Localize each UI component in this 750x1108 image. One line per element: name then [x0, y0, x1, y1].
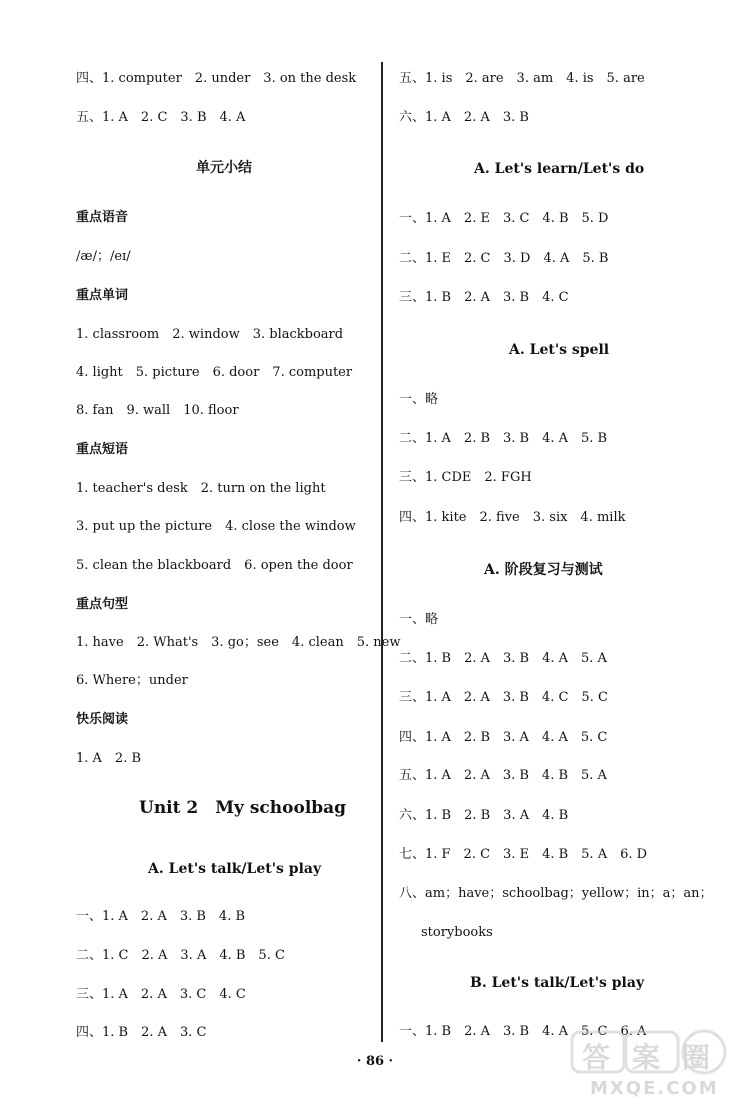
answer-line: 5. clean the blackboard 6. open the door [76, 558, 353, 573]
answer-line: 一、1. B 2. A 3. B 4. A 5. C 6. A [399, 1024, 647, 1039]
answer-line: 1. have 2. What's 3. go；see 4. clean 5. new [76, 635, 401, 650]
answer-line: 一、1. A 2. A 3. B 4. B [76, 909, 246, 924]
answer-line: 七、1. F 2. C 3. E 4. B 5. A 6. D [399, 847, 648, 862]
answer-line: 五、1. is 2. are 3. am 4. is 5. are [399, 71, 645, 86]
answer-line: 1. A 2. B [76, 751, 142, 766]
answer-line: 四、1. A 2. B 3. A 4. A 5. C [399, 730, 608, 745]
answer-line: 二、1. C 2. A 3. A 4. B 5. C [76, 948, 285, 963]
watermark-logo-text: 答案圈 [582, 1041, 733, 1074]
answer-line: 三、1. B 2. A 3. B 4. C [399, 290, 569, 305]
section-heading: 单元小结 [196, 160, 252, 176]
answer-line: 一、略 [399, 392, 439, 407]
answer-line: 1. teacher's desk 2. turn on the light [76, 481, 326, 496]
answer-line: 一、1. A 2. E 3. C 4. B 5. D [399, 211, 609, 226]
unit-title: Unit 2 My schoolbag [139, 798, 347, 818]
section-heading: A. Let's talk/Let's play [148, 861, 322, 877]
subsection-heading: 重点语音 [76, 210, 129, 225]
answer-line: 6. Where；under [76, 673, 188, 688]
answer-line: 三、1. A 2. A 3. C 4. C [76, 987, 246, 1002]
answer-line: 六、1. B 2. B 3. A 4. B [399, 808, 569, 823]
answer-line: 五、1. A 2. A 3. B 4. B 5. A [399, 768, 607, 783]
answer-line: 4. light 5. picture 6. door 7. computer [76, 365, 353, 380]
answer-line: 三、1. CDE 2. FGH [399, 470, 532, 485]
answer-line: 3. put up the picture 4. close the window [76, 519, 356, 534]
answer-line: 四、1. kite 2. five 3. six 4. milk [399, 510, 626, 525]
answer-line: 1. classroom 2. window 3. blackboard [76, 327, 344, 342]
subsection-heading: 重点单词 [76, 288, 129, 303]
answer-line: 四、1. computer 2. under 3. on the desk [76, 71, 357, 86]
watermark-logo [568, 1028, 738, 1102]
subsection-heading: 重点句型 [76, 597, 129, 612]
section-heading: A. Let's spell [509, 342, 610, 358]
answer-line: 六、1. A 2. A 3. B [399, 110, 529, 125]
section-heading: A. 阶段复习与测试 [484, 562, 603, 578]
answer-line: 二、1. B 2. A 3. B 4. A 5. A [399, 651, 607, 666]
section-heading: A. Let's learn/Let's do [474, 161, 645, 177]
subsection-heading: 快乐阅读 [76, 712, 129, 727]
answer-line: 一、略 [399, 612, 439, 627]
answer-line: 五、1. A 2. C 3. B 4. A [76, 110, 246, 125]
answer-line: 8. fan 9. wall 10. floor [76, 403, 239, 418]
answer-line: 八、am；have；schoolbag；yellow；in；a；an； [399, 886, 713, 901]
answer-line: 二、1. E 2. C 3. D 4. A 5. B [399, 251, 609, 266]
section-heading: B. Let's talk/Let's play [470, 975, 645, 991]
answer-line: 二、1. A 2. B 3. B 4. A 5. B [399, 431, 608, 446]
subsection-heading: 重点短语 [76, 442, 129, 457]
watermark-url: MXQE.COM [590, 1078, 719, 1099]
column-divider [381, 62, 383, 1042]
answer-line: 四、1. B 2. A 3. C [76, 1025, 207, 1040]
answer-line: 三、1. A 2. A 3. B 4. C 5. C [399, 690, 608, 705]
page-number: · 86 · [356, 1054, 394, 1069]
answer-line-continuation: storybooks [421, 925, 493, 940]
answer-line: /æ/；/eɪ/ [76, 249, 131, 264]
